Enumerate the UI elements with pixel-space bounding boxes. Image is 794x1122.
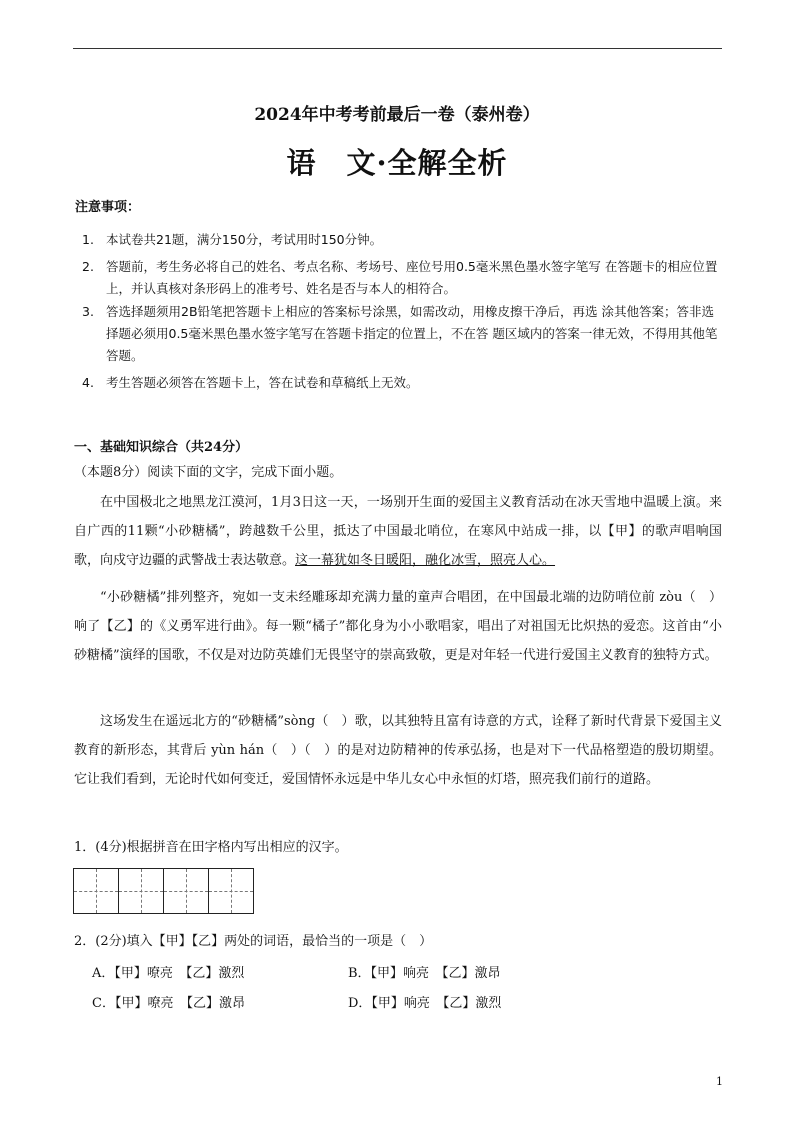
tianzige-cell[interactable] [208, 868, 254, 914]
option-a[interactable]: A．【甲】嘹亮 【乙】激烈 [92, 966, 245, 981]
notice-item-number: 1. [82, 232, 94, 247]
notice-item [82, 229, 722, 251]
question-2: 2．(2分)填入【甲】【乙】两处的词语，最恰当的一项是（ ） [74, 934, 433, 949]
notice-item [82, 301, 722, 367]
page-number: 1 [716, 1075, 723, 1088]
notice-item-text: 考生答题必须答在答题卡上，答在试卷和草稿纸上无效。 [106, 375, 419, 390]
option-b[interactable]: B．【甲】响亮 【乙】激昂 [348, 966, 501, 981]
notice-item [82, 256, 722, 300]
notice-item-number: 4. [82, 375, 94, 390]
notice-item-number: 3. [82, 304, 94, 319]
exam-subtitle: 语 文·全解全析 [286, 146, 508, 180]
tianzige-cell[interactable] [163, 868, 209, 914]
passage-paragraph-3: 这场发生在遥远北方的“砂糖橘”sòng（ ）歌，以其独特且富有诗意的方式，诠释了新时代背景下爱国主义教育的新形态，其背后 yùn hán（ ）（ ）的是对边防精神的传承弘扬，也是对下一代品格塑造的殷切期望。它让我们看到，无论时代如何变迁，爱国情怀永远是中华儿女心中永恒的灯塔，照亮我们前行的道路。 [74, 714, 722, 787]
passage-paragraph-1 [74, 488, 722, 575]
tianzige-cell[interactable] [73, 868, 119, 914]
header-rule [73, 48, 722, 49]
passage-text: 在中国极北之地黑龙江漠河，1月3日这一天，一场别开生面的爱国主义教育活动在冰天雪地中温暖上演。来自广西的11颗“小砂糖橘”，跨越数千公里，抵达了中国最北哨位，在寒风中站成一排，以【甲】的歌声唱响国歌，向戍守边疆的武警战士表达敬意。 [74, 495, 722, 568]
exam-title: 2024年中考考前最后一卷（泰州卷） [254, 105, 540, 125]
notice-item-number: 2. [82, 259, 94, 274]
notice-heading: 注意事项： [75, 200, 141, 215]
notice-item-text: 答选择题须用2B铅笔把答题卡上相应的答案标号涂黑，如需改动，用橡皮擦干净后，再选 涂其他答案；答非选择题必须用0.5毫米黑色墨水签字笔写在答题卡指定的位置上，不在答 题区域内的答案一律无效，不得用其他笔答题。 [106, 304, 718, 363]
tianzige-grid [73, 868, 253, 914]
notice-item-text: 本试卷共21题，满分150分，考试用时150分钟。 [106, 232, 383, 247]
notice-item-text: 答题前，考生务必将自己的姓名、考点名称、考场号、座位号用0.5毫米黑色墨水签字笔写 在答题卡的相应位置上，并认真核对条形码上的准考号、姓名是否与本人的相符合。 [106, 259, 718, 296]
tianzige-cell[interactable] [118, 868, 164, 914]
option-d[interactable]: D．【甲】响亮 【乙】激烈 [348, 996, 502, 1011]
question-1: 1．(4分)根据拼音在田字格内写出相应的汉字。 [74, 840, 348, 855]
option-c[interactable]: C．【甲】嘹亮 【乙】激昂 [92, 996, 245, 1011]
section-intro: （本题8分）阅读下面的文字，完成下面小题。 [74, 465, 343, 480]
section-heading: 一、基础知识综合（共24分） [74, 440, 249, 455]
notice-item [82, 372, 722, 394]
underlined-sentence: 这一幕犹如冬日暖阳，融化冰雪，照亮人心。 [295, 553, 556, 568]
passage-paragraph-2: “小砂糖橘”排列整齐，宛如一支未经雕琢却充满力量的童声合唱团，在中国最北端的边防哨位前 zòu（ ）响了【乙】的《义勇军进行曲》。每一颗“橘子”都化身为小小歌唱家，唱出了对祖国无比炽热的爱恋。这首由“小砂糖橘”演绎的国歌，不仅是对边防英雄们无畏坚守的崇高致敬，更是对年轻一代进行爱国主义教育的独特方式。 [74, 590, 722, 663]
